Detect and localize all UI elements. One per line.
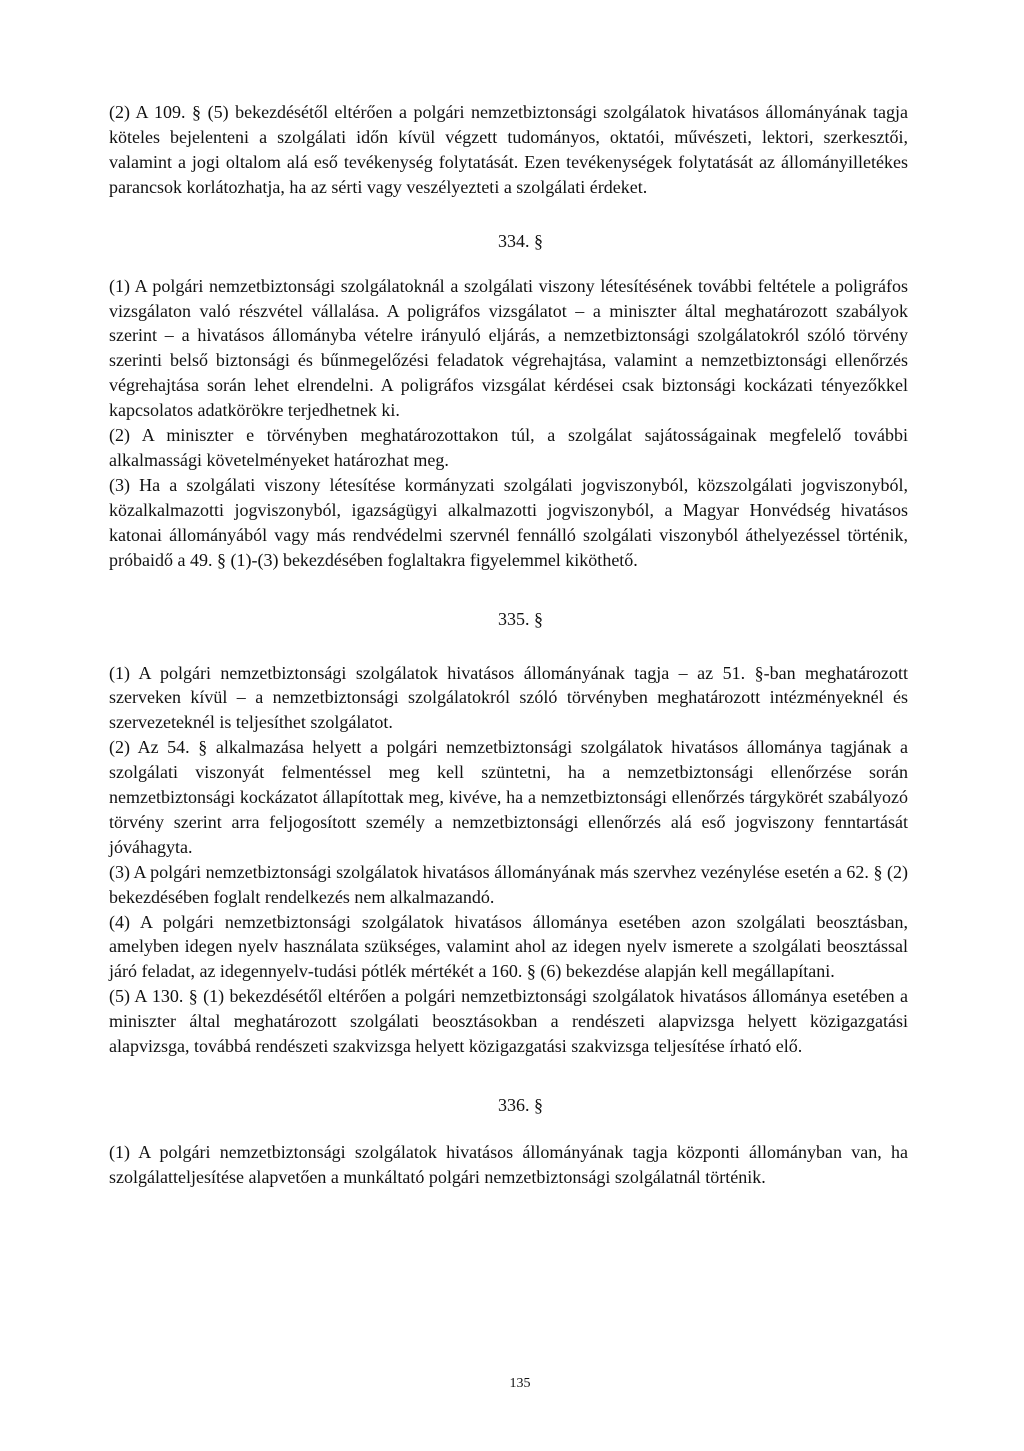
paragraph-335-3: (3) A polgári nemzetbiztonsági szolgálatok hivatásos állományának más szervhez vezénylése esetén a 62. § (2) bekezdésében foglalt rendelkezés nem alkalmazandó. <box>109 861 908 907</box>
section-heading-335: 335. § <box>498 608 543 629</box>
paragraph-335-4: (4) A polgári nemzetbiztonsági szolgálatok hivatásos állománya esetében azon szolgálati beosztásban, amelyben idegen nyelv használata szükséges, valamint ahol az idegen nyelv ismerete a szolgálati beosztással járó feladat, az idegennyelv-tudási pótlék mértékét a 160. § (6) bekezdése alapján kell megállapítani. <box>109 911 908 982</box>
document-body <box>109 100 908 1190</box>
paragraph-333-2: (2) A 109. § (5) bekezdésétől eltérően a polgári nemzetbiztonsági szolgálatok hivatásos állományának tagja köteles bejelenteni a szolgálati időn kívül végzett tudományos, oktatói, művészeti, lektori, szerkesztői, valamint a jogi oltalom alá eső tevékenység folytatását. Ezen tevékenységek folytatását az állományilletékes parancsok korlátozhatja, ha az sérti vagy veszélyezteti a szolgálati érdeket. <box>109 102 908 197</box>
paragraph-334-1: (1) A polgári nemzetbiztonsági szolgálatoknál a szolgálati viszony létesítésének további feltétele a poligráfos vizsgálaton való részvétel vállalása. A poligráfos vizsgálatot – a miniszter által meghatározott szabályok szerint – a hivatásos állományba vételre irányuló eljárás, a nemzetbiztonsági szolgálatokról szóló törvény szerinti belső biztonsági és bűnmegelőzési feladatok végrehajtása, valamint a nemzetbiztonsági ellenőrzés végrehajtása során lehet elrendelni. A poligráfos vizsgálat kérdései csak biztonsági kockázati tényezőkkel kapcsolatos adatkörökre terjedhetnek ki. <box>109 275 908 421</box>
paragraph-334-3: (3) Ha a szolgálati viszony létesítése kormányzati szolgálati jogviszonyból, közszolgálati jogviszonyból, közalkalmazotti jogviszonyból, igazságügyi alkalmazotti jogviszonyból, a Magyar Honvédség hivatásos katonai állományából vagy más rendvédelmi szervnél fennálló szolgálati viszonyból áthelyezéssel történik, próbaidő a 49. § (1)-(3) bekezdésében foglaltakra figyelemmel kiköthető. <box>109 474 908 570</box>
paragraph-335-1: (1) A polgári nemzetbiztonsági szolgálatok hivatásos állományának tagja – az 51. §-ban meghatározott szerveken kívül – a nemzetbiztonsági szolgálatokról szóló törvényben meghatározott intézményeknél és szervezeteknél is teljesíthet szolgálatot. <box>109 662 908 733</box>
paragraph-335-2: (2) Az 54. § alkalmazása helyett a polgári nemzetbiztonsági szolgálatok hivatásos állománya tagjának a szolgálati viszonyát felmentéssel meg kell szüntetni, ha a nemzetbiztonsági ellenőrzése során nemzetbiztonsági kockázatot állapítottak meg, kivéve, ha a nemzetbiztonsági ellenőrzés tárgykörét szabályozó törvény szerint arra feljogosított személy a nemzetbiztonsági ellenőrzés alá eső jogviszony fenntartását jóváhagyta. <box>109 737 908 857</box>
section-heading-334: 334. § <box>498 230 543 251</box>
page-number: 135 <box>509 1376 531 1391</box>
paragraph-335-5: (5) A 130. § (1) bekezdésétől eltérően a polgári nemzetbiztonsági szolgálatok hivatásos állománya esetében a miniszter által meghatározott szolgálati beosztásokban a rendészeti alapvizsga helyett közigazgatási alapvizsga, továbbá rendészeti szakvizsga helyett közigazgatási szakvizsga teljesítése írható elő. <box>109 986 908 1057</box>
paragraph-336-1: (1) A polgári nemzetbiztonsági szolgálatok hivatásos állományának tagja központi állományban van, ha szolgálatteljesítése alapvetően a munkáltató polgári nemzetbiztonsági szolgálatnál történik. <box>109 1142 908 1187</box>
paragraph-334-2: (2) A miniszter e törvényben meghatározottakon túl, a szolgálat sajátosságainak megfelelő további alkalmassági követelményeket határozhat meg. <box>109 425 908 470</box>
section-heading-336: 336. § <box>498 1095 543 1115</box>
